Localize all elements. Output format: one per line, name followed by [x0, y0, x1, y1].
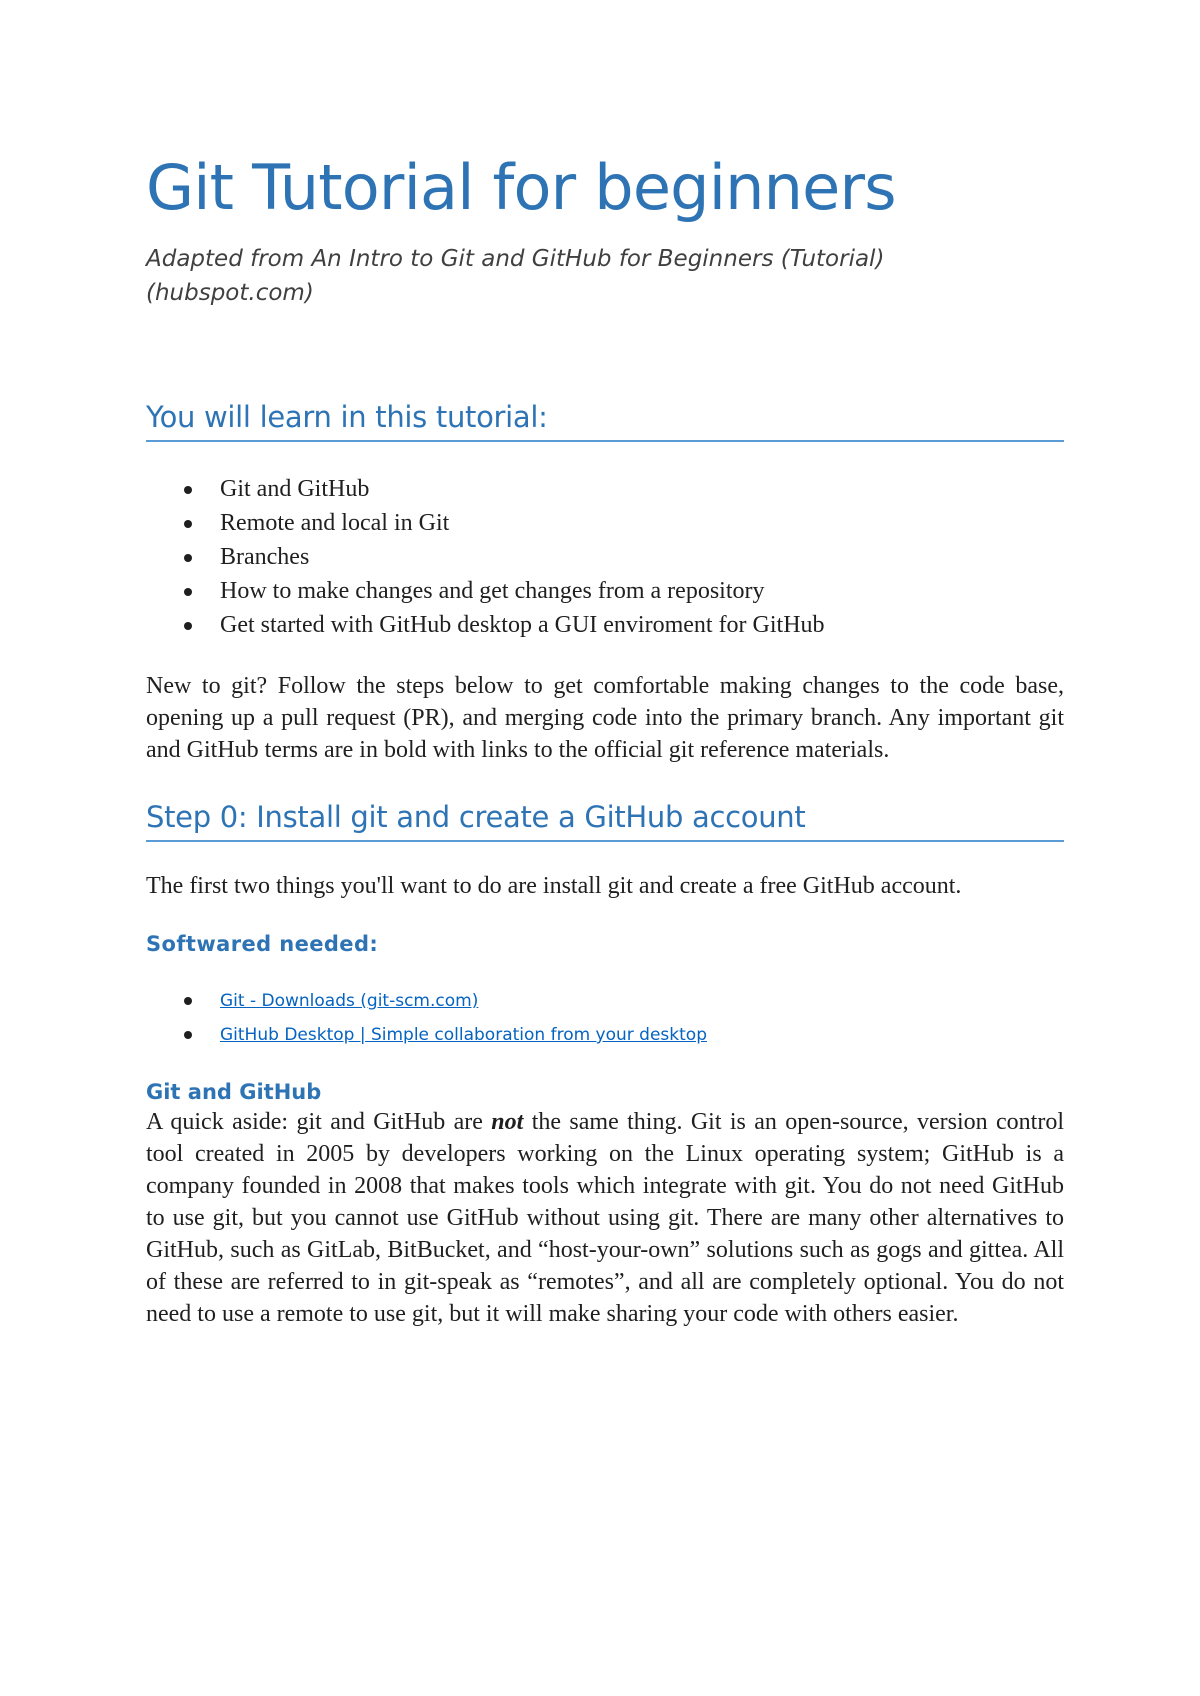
paragraph-text-after: the same thing. Git is an open-source, version control tool created in 2005 by developers working on the Linux operating system; GitHub is a company founded in 2008 that makes tools which integrate with git. You do not need GitHub to use git, but you cannot use GitHub without using git. There are many other alternatives to GitHub, such as GitLab, BitBucket, and “host-your-own” solutions such as gogs and gittea. All of these are referred to in git-speak as “remotes”, and all are completely optional. You do not need to use a remote to use git, but it will make sharing your code with others easier.: [146, 1108, 1064, 1327]
git-and-github-paragraph: [146, 1106, 1064, 1330]
document-subtitle: [146, 243, 1064, 310]
bullet-icon: [184, 622, 192, 630]
step0-heading: Step 0: Install git and create a GitHub account: [146, 800, 1064, 842]
intro-paragraph: New to git? Follow the steps below to get comfortable making changes to the code base, opening up a pull request (PR), and merging code into the primary branch. Any important git and GitHub terms are in bold with links to the official git reference materials.: [146, 672, 1064, 763]
list-item-text: Branches: [220, 543, 310, 570]
emphasis-text: not: [491, 1108, 524, 1135]
git-downloads-link[interactable]: Git - Downloads (git-scm.com): [220, 990, 479, 1011]
list-item-text: How to make changes and get changes from a repository: [220, 577, 765, 604]
bullet-icon: [184, 486, 192, 494]
subtitle-line-2: (hubspot.com): [146, 279, 314, 306]
software-links-list: [146, 984, 1064, 1052]
learn-list: [146, 472, 1064, 642]
paragraph-text-before: A quick aside: git and GitHub are: [146, 1108, 492, 1135]
bullet-icon: [184, 588, 192, 596]
bullet-icon: [184, 997, 192, 1005]
list-item: [220, 472, 1064, 506]
git-and-github-heading: Git and GitHub: [146, 1079, 322, 1104]
list-item-text: Remote and local in Git: [220, 509, 450, 536]
list-item-text: Git and GitHub: [220, 475, 370, 502]
subtitle-line-1: Adapted from An Intro to Git and GitHub for Beginners (Tutorial): [146, 246, 885, 273]
document-title: Git Tutorial for beginners: [146, 151, 896, 224]
learn-section-heading: You will learn in this tutorial:: [146, 400, 1064, 442]
bullet-icon: [184, 1031, 192, 1039]
list-item-text: Get started with GitHub desktop a GUI enviroment for GitHub: [220, 611, 825, 638]
document-content: [146, 152, 1064, 1330]
list-item: [220, 1018, 1064, 1052]
software-needed-heading: Softwared needed:: [146, 931, 379, 956]
step0-paragraph: The first two things you'll want to do are install git and create a free GitHub account.: [146, 872, 962, 899]
list-item: [220, 608, 1064, 642]
list-item: [220, 540, 1064, 574]
list-item: [220, 506, 1064, 540]
bullet-icon: [184, 554, 192, 562]
bullet-icon: [184, 520, 192, 528]
github-desktop-link[interactable]: GitHub Desktop | Simple collaboration from your desktop: [220, 1024, 707, 1045]
list-item: [220, 984, 1064, 1018]
list-item: [220, 574, 1064, 608]
